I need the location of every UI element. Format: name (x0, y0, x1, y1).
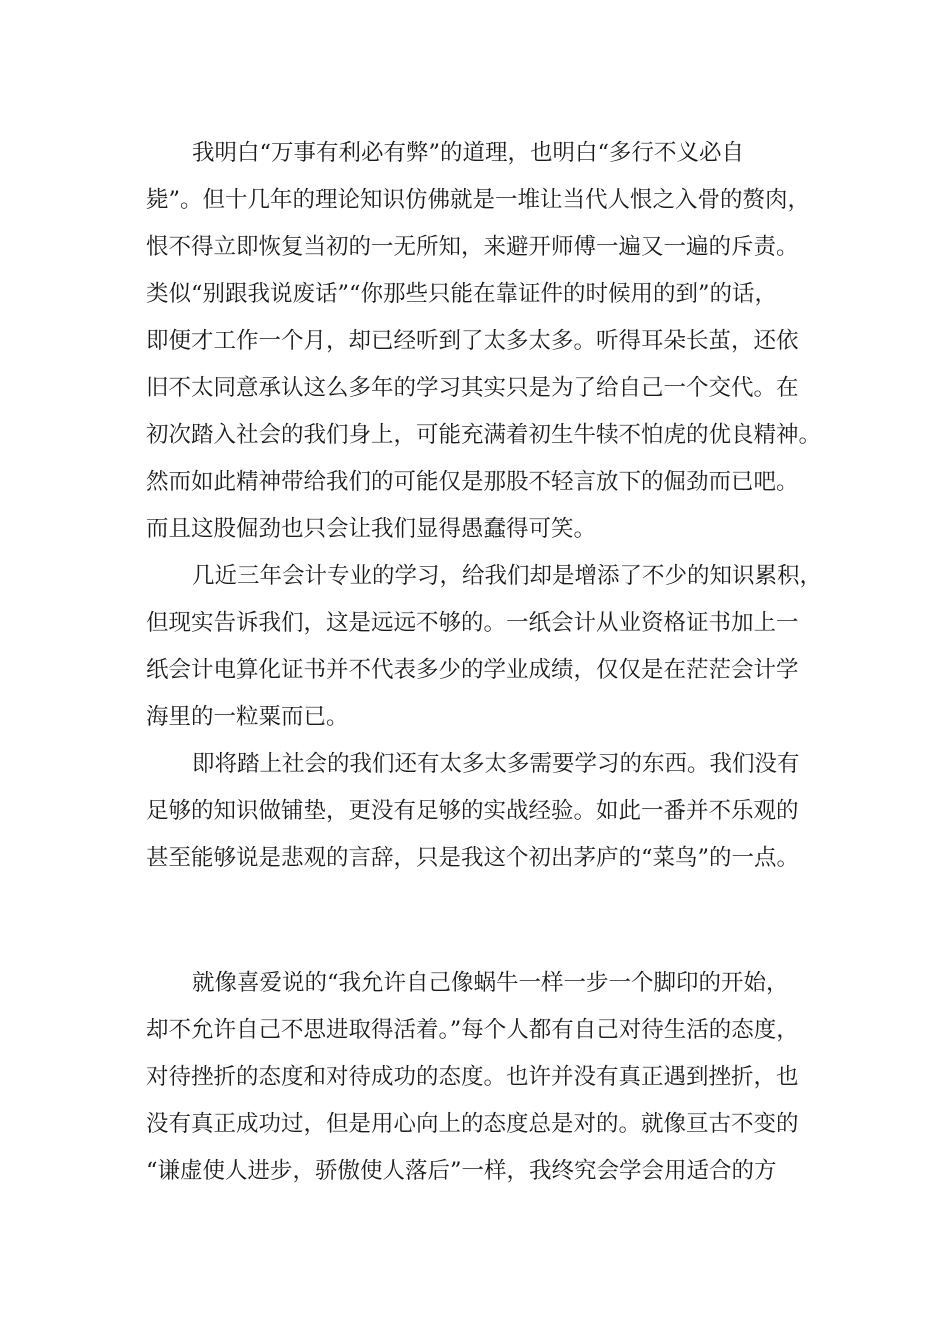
text-line: 纸会计电算化证书并不代表多少的学业成绩，仅仅是在茫茫会计学 (146, 657, 799, 683)
text-line: 毙”。但十几年的理论知识仿佛就是一堆让当代人恨之入骨的赘肉， (146, 187, 811, 213)
text-line: 恨不得立即恢复当初的一无所知，来避开师傅一遍又一遍的斥责。 (146, 234, 799, 260)
text-line: 足够的知识做铺垫，更没有足够的实战经验。如此一番并不乐观的 (146, 798, 799, 824)
text-line: 甚至能够说是悲观的言辞，只是我这个初出茅庐的“菜鸟”的一点。 (146, 845, 800, 871)
text-line: 几近三年会计专业的学习，给我们却是增添了不少的知识累积， (192, 563, 823, 589)
text-line: 初次踏入社会的我们身上，可能充满着初生牛犊不怕虎的优良精神。 (146, 422, 822, 448)
text-line: 而且这股倔劲也只会让我们显得愚蠢得可笑。 (146, 516, 597, 542)
text-line: 没有真正成功过，但是用心向上的态度总是对的。就像亘古不变的 (146, 1111, 799, 1137)
text-line: 却不允许自己不思进取得活着。”每个人都有自己对待生活的态度， (146, 1017, 799, 1043)
text-line: “谦虚使人进步，骄傲使人落后”一样，我终究会学会用适合的方 (146, 1158, 777, 1184)
text-line: 类似“别跟我说废话”“你那些只能在靠证件的时候用的到”的话， (146, 281, 778, 307)
text-line: 对待挫折的态度和对待成功的态度。也许并没有真正遇到挫折，也 (146, 1064, 799, 1090)
text-line: 然而如此精神带给我们的可能仅是那股不轻言放下的倔劲而已吧。 (146, 469, 799, 495)
text-line: 即将踏上社会的我们还有太多太多需要学习的东西。我们没有 (192, 751, 800, 777)
text-line: 我明白“万事有利必有弊”的道理，也明白“多行不义必自 (192, 140, 745, 166)
text-line: 就像喜爱说的“我允许自己像蜗牛一样一步一个脚印的开始， (192, 970, 789, 996)
text-line: 旧不太同意承认这么多年的学习其实只是为了给自己一个交代。在 (146, 375, 799, 401)
text-line: 但现实告诉我们，这是远远不够的。一纸会计从业资格证书加上一 (146, 610, 799, 636)
text-line: 海里的一粒粟而已。 (146, 704, 349, 730)
text-line: 即便才工作一个月，却已经听到了太多太多。听得耳朵长茧，还依 (146, 328, 799, 354)
